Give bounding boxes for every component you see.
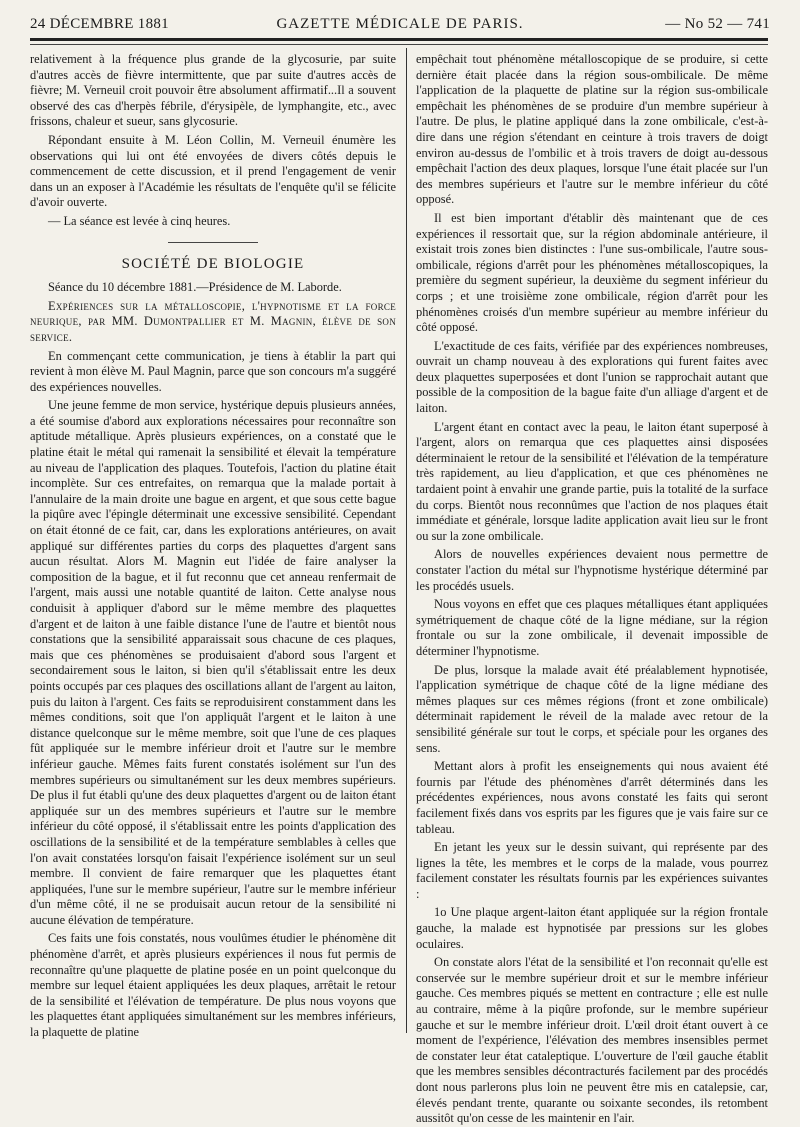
header-rule-thick [30,38,768,41]
paragraph: Nous voyons en effet que ces plaques métalliques étant appliquées symétriquement de chaque côté de la ligne médiane, sur la région frontale ou sur la zone ombilicale, il devenait impossible de déterminer l'hypnotisme. [416,597,768,658]
paragraph: Alors de nouvelles expériences devaient nous permettre de constater l'action du métal sur l'hypnotisme hystérique déterminé par les procédés usuels. [416,547,768,593]
paragraph: En commençant cette communication, je tiens à établir la part qui revient à mon élève M. Paul Magnin, parce que son concours m'a suggéré des expériences nouvelles. [30,348,396,394]
section-divider [168,242,258,243]
paragraph: relativement à la fréquence plus grande de la glycosurie, par suite d'autres accès de fièvre intermittente, que par suite d'autres accès de fièvre; M. Verneuil croit pouvoir être absolument affirmatif...Il a souvent observé des cas d'herpès fébrile, d'érysipèle, de lymphangite, etc., avec frissons, chaleur et sueur, sans glycosurie. [30,52,396,129]
page-number: — No 52 — 741 [665,16,770,32]
paragraph: L'argent étant en contact avec la peau, le laiton étant superposé à l'argent, alors on remarqua que ces plaquettes ainsi disposées déterminaient le retour de la sensibilité et l'élévation de la température très rapidement, au lieu d'application, et que ces phénomènes ne tardaient point à envahir une grande partie, puis la totalité de la surface du corps. Bientôt nous reconnûmes que l'action de nos plaques était immédiate et générale, lorsque ladite application avait lieu sur le front ou sur la zone ombilicale. [416,419,768,543]
left-column [30,52,396,1040]
page-header [30,14,770,36]
paragraph: L'exactitude de ces faits, vérifiée par des expériences nombreuses, ouvrait un champ nouveau à des explorations qui furent faites avec deux plaquettes superposées et dont l'union se rapprochait autant que possible de la composition de la bague faite d'un alliage d'argent et de laiton. [416,338,768,416]
header-rule-thin [30,44,768,45]
column-separator [406,48,407,1033]
paragraph: Ces faits une fois constatés, nous voulûmes étudier le phénomène dit phénomène d'arrêt, et après plusieurs expériences il nous fut permis de reconnaître qu'une plaquette de platine posée en un point quelconque du membre sur lequel étaient appliquées les deux plaques, arrêtait le retour de la sensibilité et l'élévation de température. De plus nous voyons que les plaquettes étant appliquées simultanément sur les membres inférieurs, la plaquette de platine [30,931,396,1040]
section-title: SOCIÉTÉ DE BIOLOGIE [121,255,305,272]
paragraph: De plus, lorsque la malade avait été préalablement hypnotisée, l'application symétrique de chaque côté de la ligne médiane des mêmes plaques sur ces mêmes régions (front et zone ombilicale) déterminait rapidement le réveil de la malade avec retour de la sensibilité générale sur tout le corps, et spéciale pour les organes des sens. [416,662,768,755]
paragraph: Une jeune femme de mon service, hystérique depuis plusieurs années, a été soumise d'abord aux explorations nécessaires pour reconnaître son aptitude métallique. Après plusieurs expériences, on a constaté que le platine était le métal qui ramenait la sensibilité et élevait la température au niveau de l'application des plaques. Toutefois, l'action du platine était incomplète. Sur ces entrefaites, on remarqua que la malade portait à l'annulaire de la main droite une bague en argent, et que sous cette bague la piqûre avec l'épingle déterminait une excessive sensibilité. Cependant on était étonné de ce fait, car, dans les explorations antérieures, on avait appliqué sur différentes parties du corps des plaquettes d'argent sans aucun résultat. Alors M. Magnin eut l'idée de faire analyser la composition de la bague, et il fut reconnu que cet anneau renfermait de l'argent, mais aussi une notable quantité de laiton. Cette analyse nous conduisit à appliquer d'abord sur le même membre des plaquettes d'argent et de laiton à une faible distance l'une de l'autre et bientôt nous constations que la sensibilité apparaissait sous chacune de ces plaques, mais que ces phénomènes se produisaient d'abord sous l'argent et secondairement sous le laiton, si bien qu'il s'établissait entre les deux points occupés par ces plaques des oscillations allant de l'argent au laiton, puis du laiton à l'argent. Ces faits se reproduisirent constamment dans les mêmes conditions, soit que l'on appliquât l'argent et le laiton à une distance quelconque sur le même membre, soit que l'une de ces plaques fût appliquée sur le membre inférieur droit et l'autre sur le membre inférieur gauche. Mêmes faits furent constatés isolément sur l'un des membres supérieurs ou simultanément sur les deux membres supérieurs. De plus il fut établi qu'une des deux plaquettes d'argent ou de laiton étant appliquée sur un des membres supérieurs et l'autre sur le membre inférieur du côté opposé, il s'établissait entre les points d'application des oscillations de la sensibilité et de la température semblables à celles que l'on avait constatées lorsqu'on faisait l'expérience isolément sur un seul membre. Il convient de faire remarquer que les plaquettes étant appliquées, l'une sur le membre supérieur, l'autre sur le membre inférieur d'un même côté, il ne se produisait aucun retour de la sensibilité ni aucune élévation de température. [30,398,396,927]
paragraph: empêchait tout phénomène métalloscopique de se produire, si cette dernière était placée dans la région sous-ombilicale. De même l'application de la plaquette de platine sur la région sus-ombilicale empêchait les phénomènes de se produire d'un membre supérieur à l'autre. De plus, le platine appliqué dans la zone ombilicale, c'est-à-dire dans une région s'étendant en ceinture à trois travers de doigt environ au-dessus de l'ombilic et à trois travers de doigt au-dessous empêchait l'action des deux plaques, lorsque l'une était placée sur l'un des membres supérieurs et l'autre sur le membre inférieur du côté opposé. [416,52,768,207]
article-title: Expériences sur la métalloscopie, l'hypnotisme et la force neurique, par MM. Dumontpallier et M. Magnin, élève de son service. [30,298,396,344]
paragraph: 1o Une plaque argent-laiton étant appliquée sur la région frontale gauche, la malade est hypnotisée par pressions sur les globes oculaires. [416,905,768,951]
paragraph: Mettant alors à profit les enseignements qui nous avaient été fournis par l'étude des phénomènes d'arrêt déterminés dans les précédentes expériences, nous avons constaté les faits qui seront facilement fixés dans vos esprits par les figures que je vais faire sur ce tableau. [416,759,768,836]
paragraph: En jetant les yeux sur le dessin suivant, qui représente par des lignes la tête, les membres et le corps de la malade, vous pourrez facilement constater les résultats fournis par les expériences suivantes : [416,840,768,901]
paragraph: On constate alors l'état de la sensibilité et l'on reconnait qu'elle est conservée sur le membre supérieur droit et sur le membre inférieur gauche. Ces membres piqués se mettent en contracture ; elle est nulle au contraire, même à la piqûre profonde, sur le membre supérieur gauche et sur le membre inférieur droit. L'œil droit étant ouvert à ce moment de l'expérience, l'élévation des membres insensibles permet de constater leur état cataleptique. L'ouverture de l'œil gauche établit que les membres sensibles décontracturés facilement par des procédés dont nous parlerons plus loin ne peuvent être mis en catalepsie, car, élevés pendant trente, quarante ou soixante secondes, ils retombent aussitôt qu'on cesse de les maintenir en l'air. [416,955,768,1126]
paragraph: — La séance est levée à cinq heures. [48,213,231,228]
session-line: Séance du 10 décembre 1881.—Présidence de M. Laborde. [48,280,342,295]
paragraph: Répondant ensuite à M. Léon Collin, M. Verneuil énumère les observations qui lui ont été envoyées de divers côtés depuis le commencement de cette discussion, et il prend l'engagement de venir dans un an exposer à l'Académie les résultats de l'enquête qu'il se félicite d'avoir ouverte. [30,132,396,210]
paragraph: Il est bien important d'établir dès maintenant que de ces expériences il ressortait que, sur la région abdominale antérieure, il existait trois zones bien distinctes : l'une sus-ombilicale, l'autre sous-ombilicale, régions d'arrêt pour les phénomènes métalloscopiques, la première du segment supérieur, la deuxième du segment inférieur du corps ; et une troisième zone ombilicale, région d'arrêt pour les phénomènes croisés d'un membre supérieur au membre inférieur du côté opposé. [416,210,768,335]
right-column [416,52,768,1126]
issue-date: 24 DÉCEMBRE 1881 [30,16,169,32]
journal-title: GAZETTE MÉDICALE DE PARIS. [276,16,524,32]
